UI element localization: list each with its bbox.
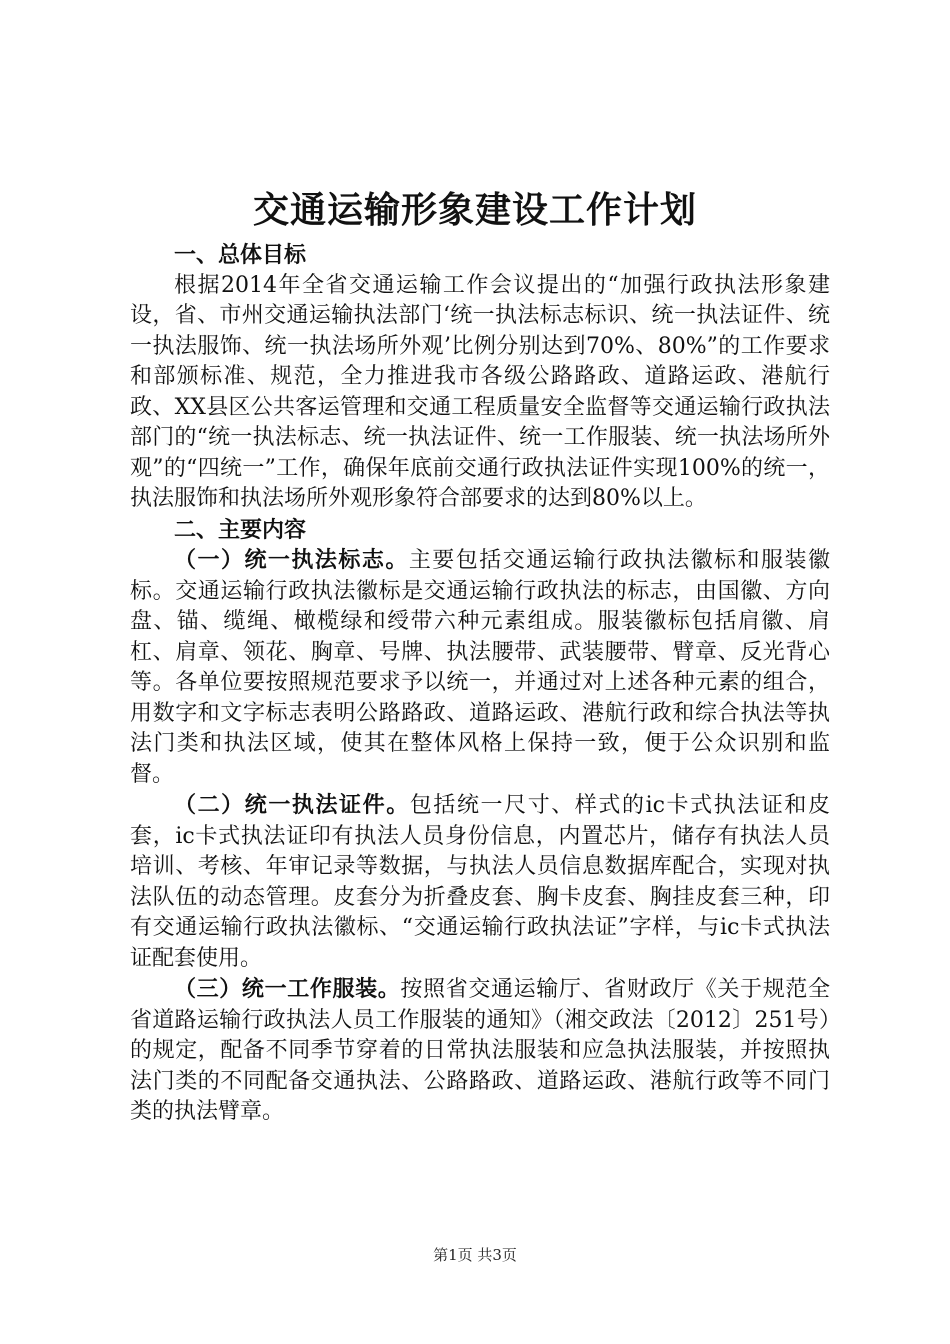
paragraph-lead: （三）统一工作服装。 [174, 976, 401, 1002]
section-heading-main-content: 二、主要内容 [174, 516, 307, 543]
paragraph-unified-certificates [130, 790, 830, 974]
page-footer: 第1页 共3页 [433, 1246, 517, 1264]
paragraph-text: 根据2014年全省交通运输工作会议提出的“加强行政执法形象建设，省、市州交通运输执法部门‘统一执法标志标识、统一执法证件、统一执法服饰、统一执法场所外观’比例分别达到70%、80%”的工作要求和部颁标准、规范，全力推进我市各级公路路政、道路运政、港航行政、XX县区公共客运管理和交通工程质量安全监督等交通运输行政执法部门的“统一执法标志、统一执法证件、统一工作服装、统一执法场所外观”的“四统一”工作，确保年底前交通行政执法证件实现100%的统一，执法服饰和执法场所外观形象符合部要求的达到80%以上。 [130, 272, 830, 511]
paragraph-text: 按照省交通运输厅、省财政厅《关于规范全省道路运输行政执法人员工作服装的通知》（湘交政法〔2012〕251号）的规定，配备不同季节穿着的日常执法服装和应急执法服装，并按照执法门类的不同配备交通执法、公路路政、道路运政、港航行政等不同门类的执法臂章。 [130, 977, 830, 1124]
paragraph-text: 主要包括交通运输行政执法徽标和服装徽标。交通运输行政执法徽标是交通运输行政执法的标志，由国徽、方向盘、锚、缆绳、橄榄绿和绶带六种元素组成。服装徽标包括肩徽、肩杠、肩章、领花、胸章、号牌、执法腰带、武装腰带、臂章、反光背心等。各单位要按照规范要求予以统一，并通过对上述各种元素的组合，用数字和文字标志表明公路路政、道路运政、港航行政和综合执法等执法门类和执法区域，使其在整体风格上保持一致，便于公众识别和监督。 [130, 548, 830, 787]
paragraph-unified-signs [130, 545, 830, 790]
document-title: 交通运输形象建设工作计划 [252, 189, 697, 231]
document-body [130, 240, 830, 1128]
paragraph-unified-uniforms [130, 974, 830, 1128]
paragraph-lead: （一）统一执法标志。 [174, 547, 409, 573]
section-heading-overall-goal: 一、总体目标 [174, 242, 307, 268]
paragraph-lead: （二）统一执法证件。 [174, 792, 410, 818]
paragraph-text: 包括统一尺寸、样式的ic卡式执法证和皮套，ic卡式执法证印有执法人员身份信息，内置芯片，储存有执法人员培训、考核、年审记录等数据，与执法人员信息数据库配合，实现对执法队伍的动态管理。皮套分为折叠皮套、胸卡皮套、胸挂皮套三种，印有交通运输行政执法徽标、“交通运输行政执法证”字样，与ic卡式执法证配套使用。 [130, 793, 830, 971]
paragraph-overall-goal [130, 271, 830, 515]
